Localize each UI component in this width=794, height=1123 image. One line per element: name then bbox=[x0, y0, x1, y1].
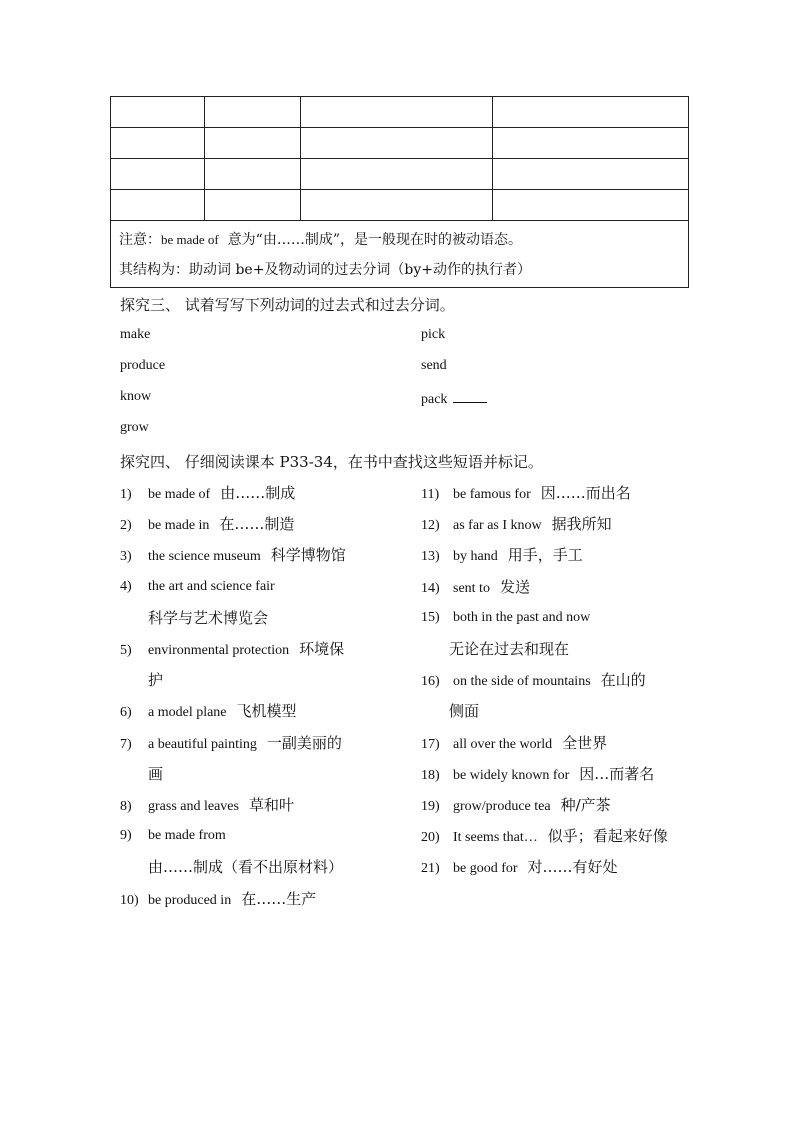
item-number: 3) bbox=[120, 549, 132, 565]
phrase-english: be made from bbox=[148, 828, 226, 844]
item-number: 13) bbox=[421, 549, 440, 565]
table-cell bbox=[205, 159, 301, 190]
item-number: 12) bbox=[421, 518, 440, 534]
table-cell bbox=[493, 97, 689, 128]
phrase-chinese: 种/产茶 bbox=[560, 796, 611, 814]
list-item bbox=[421, 732, 607, 753]
phrase-chinese: 在山的 bbox=[600, 671, 646, 690]
list-item bbox=[120, 482, 295, 503]
phrase-english: environmental protection bbox=[148, 643, 290, 658]
verb-pick: pick bbox=[421, 327, 446, 342]
note-line-1 bbox=[119, 225, 680, 255]
phrase-english: the art and science fair bbox=[148, 578, 275, 594]
phrase-chinese: 环境保 bbox=[299, 640, 345, 658]
phrase-chinese: 草和叶 bbox=[248, 796, 294, 814]
phrase-chinese: 对……有好处 bbox=[527, 858, 618, 877]
phrase-english: grass and leaves bbox=[148, 799, 239, 814]
verb-make: make bbox=[120, 327, 151, 342]
item-number: 10) bbox=[120, 892, 139, 908]
table-cell bbox=[205, 190, 301, 221]
item-number: 21) bbox=[421, 861, 440, 877]
item-number: 9) bbox=[120, 828, 132, 844]
list-item bbox=[120, 794, 294, 815]
item-number: 16) bbox=[421, 674, 440, 690]
phrase-english: be made in bbox=[148, 518, 210, 534]
phrase-english: be made of bbox=[148, 487, 211, 502]
item-number: 20) bbox=[421, 830, 440, 846]
table-cell bbox=[493, 190, 689, 221]
phrase-chinese: 科学博物馆 bbox=[270, 546, 346, 565]
table-row bbox=[111, 97, 689, 128]
phrase-chinese: 飞机模型 bbox=[236, 702, 297, 721]
phrase-chinese: 似乎；看起来好像 bbox=[547, 827, 668, 846]
phrase-english: be good for bbox=[453, 861, 518, 877]
phrase-chinese: 发送 bbox=[499, 577, 530, 596]
phrase-chinese: 在……制造 bbox=[219, 515, 295, 534]
list-item bbox=[449, 700, 479, 721]
table-cell bbox=[301, 159, 493, 190]
list-item bbox=[120, 825, 236, 844]
list-item bbox=[120, 576, 285, 595]
phrase-chinese: 全世界 bbox=[562, 733, 608, 752]
list-item bbox=[449, 638, 569, 659]
phrase-english: as far as I know bbox=[453, 518, 542, 534]
item-number: 15) bbox=[421, 609, 440, 625]
phrase-english: grow/produce tea bbox=[453, 799, 551, 814]
list-item bbox=[120, 513, 294, 534]
phrase-chinese: 一副美丽的 bbox=[266, 733, 342, 752]
table-row bbox=[111, 159, 689, 190]
list-item bbox=[120, 700, 297, 721]
phrase-chinese: 由……制成（看不出原材料） bbox=[148, 858, 344, 877]
phrase-english: on the side of mountains bbox=[453, 674, 591, 690]
table-cell bbox=[301, 97, 493, 128]
table-cell bbox=[205, 97, 301, 128]
phrase-chinese: 据我所知 bbox=[551, 515, 612, 534]
item-number: 8) bbox=[120, 799, 132, 814]
section4-title: 探究四、 仔细阅读课本 P33-34，在书中查找这些短语并标记。 bbox=[120, 453, 543, 471]
phrase-chinese: 无论在过去和现在 bbox=[449, 640, 570, 658]
list-item bbox=[148, 856, 343, 877]
list-item bbox=[148, 763, 163, 784]
verb-pack-line bbox=[421, 389, 487, 408]
list-item bbox=[421, 825, 668, 846]
phrase-chinese: 侧面 bbox=[449, 702, 480, 721]
list-item bbox=[421, 856, 618, 877]
phrase-chinese: 科学与艺术博览会 bbox=[148, 608, 269, 627]
table-row bbox=[111, 128, 689, 159]
table-cell bbox=[111, 128, 205, 159]
item-number: 19) bbox=[421, 799, 440, 814]
note-line-2: 其结构为：助动词 be+及物动词的过去分词（by+动作的执行者） bbox=[119, 262, 532, 278]
table-cell bbox=[205, 128, 301, 159]
phrase-chinese: 由……制成 bbox=[220, 484, 296, 502]
table-cell bbox=[493, 159, 689, 190]
item-number: 2) bbox=[120, 518, 132, 534]
phrase-english: be produced in bbox=[148, 892, 232, 908]
list-item bbox=[120, 638, 344, 659]
blank-table bbox=[110, 96, 689, 288]
phrase-chinese: 护 bbox=[148, 671, 164, 690]
list-item bbox=[421, 669, 646, 690]
list-item bbox=[148, 607, 268, 628]
note-phrase: be made of bbox=[161, 232, 219, 247]
answer-blank bbox=[453, 389, 487, 403]
phrase-chinese: 用手，手工 bbox=[507, 546, 583, 565]
phrase-english: by hand bbox=[453, 549, 498, 565]
table-cell bbox=[111, 97, 205, 128]
table-cell bbox=[301, 190, 493, 221]
item-number: 7) bbox=[120, 736, 132, 752]
list-item bbox=[120, 732, 342, 753]
table-cell bbox=[111, 190, 205, 221]
table-row bbox=[111, 190, 689, 221]
phrase-english: sent to bbox=[453, 580, 490, 596]
phrase-english: both in the past and now bbox=[453, 609, 591, 625]
phrase-english: all over the world bbox=[453, 736, 553, 752]
phrase-chinese: 在……生产 bbox=[241, 889, 317, 908]
table-cell bbox=[493, 128, 689, 159]
phrase-english: a model plane bbox=[148, 705, 227, 721]
item-number: 18) bbox=[421, 767, 440, 783]
phrase-english: be famous for bbox=[453, 487, 531, 502]
item-number: 5) bbox=[120, 643, 132, 658]
item-number: 17) bbox=[421, 736, 440, 752]
note-prefix: 注意： bbox=[119, 232, 161, 248]
grammar-note bbox=[111, 221, 689, 288]
phrase-english: be widely known for bbox=[453, 767, 570, 783]
list-item bbox=[421, 794, 611, 815]
phrase-chinese: 因……而出名 bbox=[540, 484, 631, 502]
phrase-chinese: 画 bbox=[148, 764, 164, 783]
list-item bbox=[421, 763, 654, 784]
list-item bbox=[421, 576, 530, 597]
table-cell bbox=[301, 128, 493, 159]
phrase-chinese: 因…而著名 bbox=[579, 764, 655, 783]
item-number: 4) bbox=[120, 578, 132, 594]
phrase-english: a beautiful painting bbox=[148, 736, 257, 752]
verb-produce: produce bbox=[120, 358, 166, 373]
item-number: 6) bbox=[120, 705, 132, 721]
section3-title: 探究三、 试着写写下列动词的过去式和过去分词。 bbox=[120, 296, 455, 314]
list-item bbox=[421, 513, 612, 534]
phrase-english: the science museum bbox=[148, 549, 261, 565]
item-number: 1) bbox=[120, 487, 132, 502]
list-item bbox=[148, 669, 163, 690]
list-item bbox=[421, 607, 600, 626]
table-cell bbox=[111, 159, 205, 190]
list-item bbox=[421, 482, 631, 503]
verb-grow: grow bbox=[120, 420, 149, 435]
note-explanation: 意为“由……制成”，是一般现在时的被动语态。 bbox=[227, 232, 522, 248]
table-note-row bbox=[111, 221, 689, 288]
list-item bbox=[120, 888, 316, 909]
item-number: 14) bbox=[421, 580, 440, 596]
verb-pack: pack bbox=[421, 392, 448, 407]
verb-know: know bbox=[120, 389, 152, 404]
phrase-english: It seems that… bbox=[453, 830, 538, 846]
list-item bbox=[120, 544, 346, 565]
verb-send: send bbox=[421, 358, 447, 373]
list-item bbox=[421, 544, 583, 565]
item-number: 11) bbox=[421, 487, 440, 502]
